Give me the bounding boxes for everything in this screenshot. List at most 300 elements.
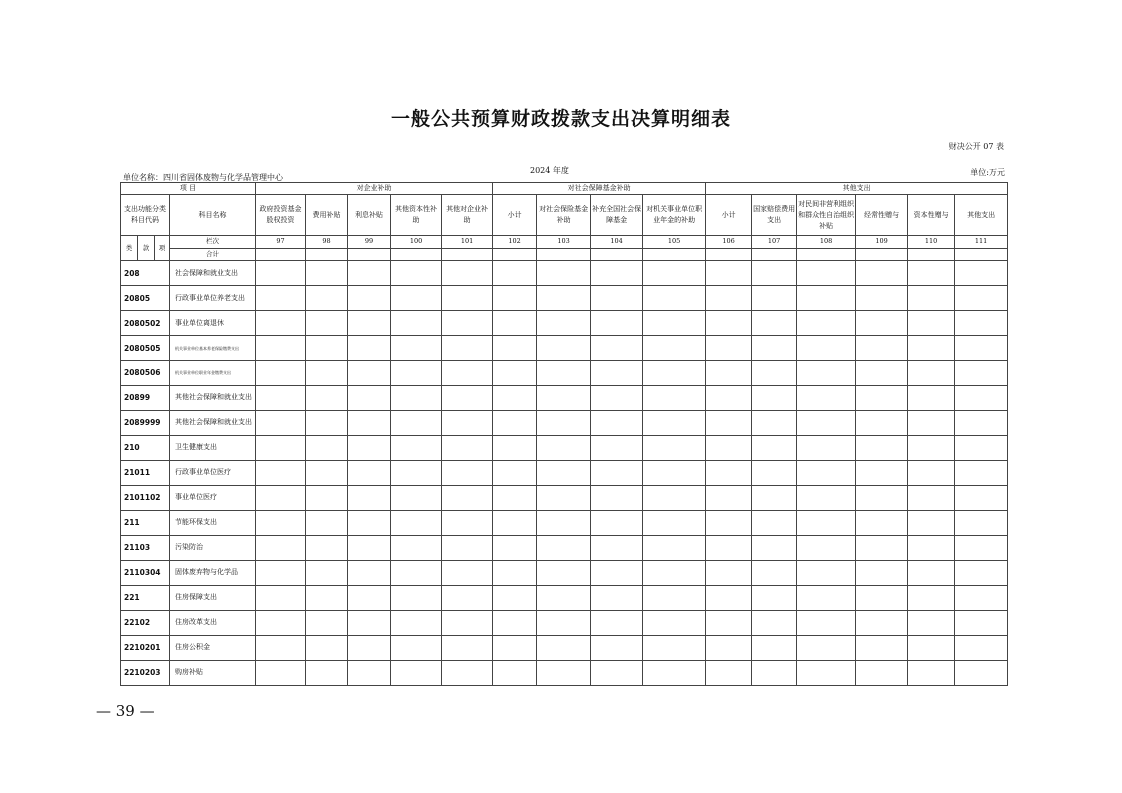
amount-cell xyxy=(391,336,442,361)
column-number: 106 xyxy=(706,236,752,248)
table-row xyxy=(121,261,1008,286)
subject-code: 2080506 xyxy=(121,361,170,386)
xiang-header: 项 xyxy=(155,236,170,261)
amount-cell xyxy=(955,510,1008,535)
amount-cell xyxy=(797,286,856,311)
amount-cell xyxy=(591,385,643,410)
amount-cell xyxy=(797,410,856,435)
column-label: 政府投资基金股权投资 xyxy=(256,195,306,236)
amount-cell xyxy=(752,385,797,410)
amount-cell xyxy=(493,485,537,510)
subject-name: 行政事业单位医疗 xyxy=(170,460,256,485)
amount-cell xyxy=(856,311,908,336)
amount-cell xyxy=(256,311,306,336)
amount-cell xyxy=(856,336,908,361)
table-row xyxy=(121,635,1008,660)
subject-code: 2089999 xyxy=(121,410,170,435)
amount-cell xyxy=(752,535,797,560)
table-row xyxy=(121,361,1008,386)
table-row xyxy=(121,610,1008,635)
amount-cell xyxy=(256,410,306,435)
amount-cell xyxy=(591,410,643,435)
column-label: 其他资本性补助 xyxy=(391,195,442,236)
total-cell xyxy=(908,248,955,260)
amount-cell xyxy=(391,410,442,435)
column-label: 资本性赠与 xyxy=(908,195,955,236)
table-row xyxy=(121,485,1008,510)
subject-code: 210 xyxy=(121,435,170,460)
column-number: 111 xyxy=(955,236,1008,248)
amount-cell xyxy=(348,361,391,386)
fiscal-year: 2024 年度 xyxy=(530,166,569,175)
amount-cell xyxy=(643,610,706,635)
subject-name: 机关事业单位职业年金缴费支出 xyxy=(170,361,256,386)
amount-cell xyxy=(752,435,797,460)
amount-cell xyxy=(348,485,391,510)
subject-name: 其他社会保障和就业支出 xyxy=(170,385,256,410)
amount-cell xyxy=(348,635,391,660)
amount-cell xyxy=(591,336,643,361)
amount-cell xyxy=(908,460,955,485)
amount-cell xyxy=(591,585,643,610)
amount-cell xyxy=(591,286,643,311)
total-cell xyxy=(955,248,1008,260)
amount-cell xyxy=(955,286,1008,311)
amount-cell xyxy=(537,510,591,535)
subject-code: 21103 xyxy=(121,535,170,560)
amount-cell xyxy=(306,435,348,460)
amount-cell xyxy=(442,660,493,685)
amount-cell xyxy=(908,311,955,336)
subject-name: 社会保障和就业支出 xyxy=(170,261,256,286)
amount-cell xyxy=(955,410,1008,435)
amount-cell xyxy=(348,286,391,311)
column-number: 100 xyxy=(391,236,442,248)
subject-code: 221 xyxy=(121,585,170,610)
amount-cell xyxy=(306,311,348,336)
amount-cell xyxy=(442,410,493,435)
table-row xyxy=(121,585,1008,610)
column-label: 对民间非营利组织和群众性自治组织补贴 xyxy=(797,195,856,236)
total-row xyxy=(121,248,1008,260)
table-row xyxy=(121,286,1008,311)
amount-cell xyxy=(706,460,752,485)
total-cell xyxy=(442,248,493,260)
amount-cell xyxy=(706,286,752,311)
table-row xyxy=(121,336,1008,361)
amount-cell xyxy=(391,311,442,336)
amount-cell xyxy=(256,435,306,460)
amount-cell xyxy=(493,385,537,410)
total-cell xyxy=(256,248,306,260)
amount-cell xyxy=(256,535,306,560)
subject-code: 2101102 xyxy=(121,485,170,510)
total-cell xyxy=(391,248,442,260)
table-row xyxy=(121,385,1008,410)
amount-cell xyxy=(955,261,1008,286)
amount-cell xyxy=(591,311,643,336)
amount-cell xyxy=(752,585,797,610)
amount-cell xyxy=(348,336,391,361)
amount-cell xyxy=(348,560,391,585)
amount-cell xyxy=(797,361,856,386)
amount-cell xyxy=(797,510,856,535)
amount-cell xyxy=(537,336,591,361)
amount-cell xyxy=(643,660,706,685)
amount-cell xyxy=(537,635,591,660)
group-enterprise-header: 对企业补助 xyxy=(256,183,493,195)
amount-cell xyxy=(391,660,442,685)
amount-cell xyxy=(856,385,908,410)
amount-cell xyxy=(306,510,348,535)
amount-cell xyxy=(797,261,856,286)
subject-name: 住房改革支出 xyxy=(170,610,256,635)
amount-cell xyxy=(643,485,706,510)
column-label: 国家赔偿费用支出 xyxy=(752,195,797,236)
unit-name: 单位名称：四川省固体废物与化学品管理中心 xyxy=(123,173,283,182)
amount-cell xyxy=(537,660,591,685)
amount-cell xyxy=(752,660,797,685)
amount-cell xyxy=(442,261,493,286)
column-label: 补充全国社会保障基金 xyxy=(591,195,643,236)
amount-cell xyxy=(591,560,643,585)
total-cell xyxy=(797,248,856,260)
amount-cell xyxy=(797,535,856,560)
name-header: 科目名称 xyxy=(170,195,256,236)
amount-cell xyxy=(643,535,706,560)
amount-cell xyxy=(706,485,752,510)
amount-cell xyxy=(493,635,537,660)
subject-name: 其他社会保障和就业支出 xyxy=(170,410,256,435)
amount-cell xyxy=(306,385,348,410)
amount-cell xyxy=(908,585,955,610)
amount-cell xyxy=(493,435,537,460)
amount-cell xyxy=(908,560,955,585)
amount-cell xyxy=(306,660,348,685)
amount-cell xyxy=(591,510,643,535)
page-number: — 39 — xyxy=(96,702,155,720)
total-cell xyxy=(306,248,348,260)
amount-cell xyxy=(591,361,643,386)
amount-cell xyxy=(348,460,391,485)
subject-name: 污染防治 xyxy=(170,535,256,560)
amount-cell xyxy=(797,585,856,610)
amount-cell xyxy=(856,660,908,685)
amount-cell xyxy=(856,261,908,286)
amount-cell xyxy=(752,510,797,535)
amount-cell xyxy=(442,286,493,311)
amount-cell xyxy=(643,435,706,460)
amount-cell xyxy=(442,485,493,510)
page-title: 一般公共预算财政拨款支出决算明细表 xyxy=(390,108,731,130)
amount-cell xyxy=(643,460,706,485)
amount-cell xyxy=(591,261,643,286)
amount-cell xyxy=(797,485,856,510)
lanci-label: 栏次 xyxy=(170,236,256,248)
amount-cell xyxy=(856,410,908,435)
table-row xyxy=(121,560,1008,585)
amount-cell xyxy=(643,635,706,660)
header-row-columns xyxy=(121,195,1008,236)
amount-cell xyxy=(306,585,348,610)
amount-cell xyxy=(306,336,348,361)
amount-cell xyxy=(591,660,643,685)
subject-name: 事业单位离退休 xyxy=(170,311,256,336)
total-cell xyxy=(493,248,537,260)
column-number: 101 xyxy=(442,236,493,248)
amount-cell xyxy=(537,460,591,485)
amount-cell xyxy=(348,435,391,460)
amount-cell xyxy=(391,635,442,660)
amount-cell xyxy=(348,410,391,435)
amount-cell xyxy=(908,336,955,361)
amount-cell xyxy=(797,610,856,635)
amount-cell xyxy=(537,385,591,410)
amount-cell xyxy=(643,361,706,386)
amount-cell xyxy=(908,485,955,510)
amount-cell xyxy=(752,336,797,361)
amount-cell xyxy=(643,410,706,435)
column-number: 105 xyxy=(643,236,706,248)
amount-cell xyxy=(856,485,908,510)
column-label: 对社会保险基金补助 xyxy=(537,195,591,236)
total-cell xyxy=(348,248,391,260)
amount-cell xyxy=(348,261,391,286)
total-label: 合计 xyxy=(170,248,256,260)
table-row xyxy=(121,460,1008,485)
amount-cell xyxy=(643,585,706,610)
group-other-header: 其他支出 xyxy=(706,183,1008,195)
amount-cell xyxy=(442,460,493,485)
amount-cell xyxy=(955,560,1008,585)
amount-cell xyxy=(306,261,348,286)
amount-cell xyxy=(643,261,706,286)
amount-cell xyxy=(643,286,706,311)
amount-cell xyxy=(493,535,537,560)
amount-cell xyxy=(856,635,908,660)
amount-cell xyxy=(955,385,1008,410)
amount-cell xyxy=(537,585,591,610)
group-social-header: 对社会保障基金补助 xyxy=(493,183,706,195)
amount-cell xyxy=(306,485,348,510)
column-number: 97 xyxy=(256,236,306,248)
amount-cell xyxy=(348,610,391,635)
amount-cell xyxy=(643,385,706,410)
table-row xyxy=(121,535,1008,560)
amount-cell xyxy=(908,635,955,660)
item-header: 项 目 xyxy=(121,183,256,195)
column-label: 小计 xyxy=(493,195,537,236)
amount-cell xyxy=(797,336,856,361)
amount-cell xyxy=(306,460,348,485)
amount-cell xyxy=(537,535,591,560)
subject-code: 21011 xyxy=(121,460,170,485)
amount-cell xyxy=(643,560,706,585)
amount-cell xyxy=(256,560,306,585)
table-row xyxy=(121,510,1008,535)
amount-cell xyxy=(643,311,706,336)
amount-cell xyxy=(908,385,955,410)
subject-code: 20805 xyxy=(121,286,170,311)
amount-cell xyxy=(256,610,306,635)
amount-cell xyxy=(856,560,908,585)
amount-cell xyxy=(537,311,591,336)
amount-cell xyxy=(256,261,306,286)
amount-cell xyxy=(256,660,306,685)
amount-cell xyxy=(706,261,752,286)
amount-cell xyxy=(537,485,591,510)
amount-cell xyxy=(706,311,752,336)
amount-cell xyxy=(955,535,1008,560)
amount-cell xyxy=(537,560,591,585)
amount-cell xyxy=(706,535,752,560)
table-row xyxy=(121,435,1008,460)
amount-cell xyxy=(537,610,591,635)
amount-cell xyxy=(306,560,348,585)
column-number: 102 xyxy=(493,236,537,248)
amount-cell xyxy=(306,535,348,560)
column-label: 利息补贴 xyxy=(348,195,391,236)
amount-cell xyxy=(706,560,752,585)
amount-cell xyxy=(908,361,955,386)
amount-cell xyxy=(493,361,537,386)
amount-cell xyxy=(493,410,537,435)
amount-cell xyxy=(643,336,706,361)
amount-cell xyxy=(537,361,591,386)
amount-cell xyxy=(442,535,493,560)
column-label: 其他支出 xyxy=(955,195,1008,236)
amount-cell xyxy=(493,585,537,610)
amount-cell xyxy=(706,510,752,535)
amount-cell xyxy=(908,535,955,560)
amount-cell xyxy=(908,286,955,311)
amount-cell xyxy=(493,660,537,685)
amount-cell xyxy=(391,286,442,311)
amount-cell xyxy=(442,435,493,460)
amount-cell xyxy=(752,635,797,660)
amount-cell xyxy=(752,560,797,585)
amount-cell xyxy=(442,336,493,361)
amount-cell xyxy=(908,261,955,286)
column-label: 经常性赠与 xyxy=(856,195,908,236)
lei-header: 类 xyxy=(121,236,138,261)
subject-name: 事业单位医疗 xyxy=(170,485,256,510)
amount-cell xyxy=(348,535,391,560)
amount-cell xyxy=(797,560,856,585)
subject-code: 2110304 xyxy=(121,560,170,585)
amount-cell xyxy=(706,635,752,660)
subject-name: 住房公积金 xyxy=(170,635,256,660)
amount-cell xyxy=(752,286,797,311)
subject-code: 2210203 xyxy=(121,660,170,685)
amount-cell xyxy=(493,336,537,361)
amount-cell xyxy=(797,385,856,410)
subject-name: 机关事业单位基本养老保险缴费支出 xyxy=(170,336,256,361)
subject-name: 节能环保支出 xyxy=(170,510,256,535)
subject-name: 卫生健康支出 xyxy=(170,435,256,460)
amount-cell xyxy=(391,585,442,610)
column-number: 103 xyxy=(537,236,591,248)
amount-cell xyxy=(493,610,537,635)
amount-cell xyxy=(442,635,493,660)
amount-cell xyxy=(537,435,591,460)
amount-cell xyxy=(955,311,1008,336)
amount-cell xyxy=(752,361,797,386)
amount-cell xyxy=(391,535,442,560)
amount-cell xyxy=(306,410,348,435)
amount-cell xyxy=(797,635,856,660)
amount-cell xyxy=(856,535,908,560)
amount-cell xyxy=(442,585,493,610)
table-row xyxy=(121,660,1008,685)
amount-cell xyxy=(493,261,537,286)
amount-cell xyxy=(908,510,955,535)
subject-code: 2210201 xyxy=(121,635,170,660)
amount-cell xyxy=(591,635,643,660)
amount-cell xyxy=(256,286,306,311)
amount-cell xyxy=(955,660,1008,685)
amount-cell xyxy=(706,585,752,610)
column-number: 108 xyxy=(797,236,856,248)
amount-cell xyxy=(256,460,306,485)
amount-cell xyxy=(908,610,955,635)
amount-cell xyxy=(856,610,908,635)
code-header: 支出功能分类科目代码 xyxy=(121,195,170,236)
column-label: 小计 xyxy=(706,195,752,236)
subject-code: 20899 xyxy=(121,385,170,410)
amount-cell xyxy=(256,361,306,386)
amount-cell xyxy=(955,585,1008,610)
amount-cell xyxy=(706,610,752,635)
amount-cell xyxy=(955,336,1008,361)
amount-cell xyxy=(797,460,856,485)
amount-cell xyxy=(306,635,348,660)
amount-cell xyxy=(391,510,442,535)
form-code: 财决公开 07 表 xyxy=(948,142,1004,151)
amount-cell xyxy=(391,435,442,460)
kuan-header: 款 xyxy=(138,236,155,261)
amount-cell xyxy=(856,585,908,610)
total-cell xyxy=(752,248,797,260)
amount-cell xyxy=(908,660,955,685)
expenditure-table xyxy=(120,182,1008,686)
amount-cell xyxy=(256,585,306,610)
total-cell xyxy=(856,248,908,260)
amount-cell xyxy=(348,585,391,610)
column-number: 98 xyxy=(306,236,348,248)
subject-name: 行政事业单位养老支出 xyxy=(170,286,256,311)
amount-cell xyxy=(856,435,908,460)
amount-cell xyxy=(256,485,306,510)
amount-cell xyxy=(306,361,348,386)
amount-cell xyxy=(797,660,856,685)
amount-cell xyxy=(752,410,797,435)
amount-cell xyxy=(442,510,493,535)
amount-cell xyxy=(391,385,442,410)
amount-cell xyxy=(706,410,752,435)
subject-code: 2080502 xyxy=(121,311,170,336)
amount-cell xyxy=(856,510,908,535)
amount-cell xyxy=(856,286,908,311)
amount-cell xyxy=(908,435,955,460)
amount-cell xyxy=(752,485,797,510)
table-row xyxy=(121,410,1008,435)
amount-cell xyxy=(797,311,856,336)
amount-cell xyxy=(908,410,955,435)
column-number: 99 xyxy=(348,236,391,248)
amount-cell xyxy=(442,610,493,635)
subject-code: 2080505 xyxy=(121,336,170,361)
